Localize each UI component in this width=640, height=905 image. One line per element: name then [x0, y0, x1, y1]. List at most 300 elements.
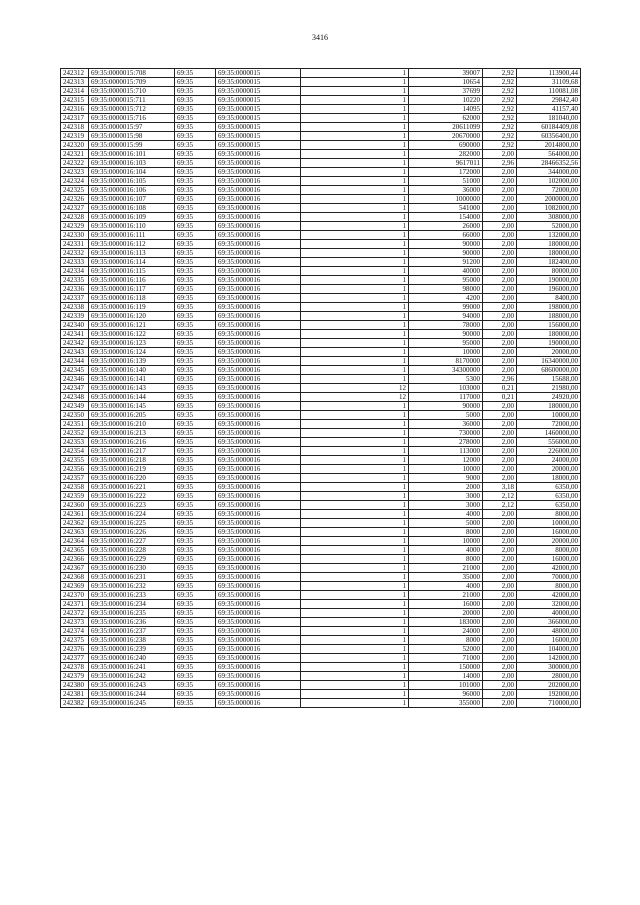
- table-body: [61, 69, 581, 708]
- rate-cell: 2,92: [483, 114, 517, 123]
- quantity-cell: 1: [301, 348, 409, 357]
- table-row: [61, 150, 581, 159]
- rate-cell: 2,00: [483, 447, 517, 456]
- quantity-cell: 1: [301, 411, 409, 420]
- table-row: [61, 132, 581, 141]
- total-value-cell: 8000,00: [517, 510, 581, 519]
- district-code-cell: 69:35: [175, 366, 216, 375]
- district-code-cell: 69:35: [175, 267, 216, 276]
- row-number-cell: 242374: [61, 627, 89, 636]
- row-number-cell: 242376: [61, 645, 89, 654]
- table-row: [61, 483, 581, 492]
- table-row: [61, 438, 581, 447]
- quantity-cell: 1: [301, 429, 409, 438]
- quantity-cell: 1: [301, 339, 409, 348]
- quantity-cell: 1: [301, 681, 409, 690]
- district-code-cell: 69:35: [175, 663, 216, 672]
- quantity-cell: 1: [301, 375, 409, 384]
- table-row: [61, 294, 581, 303]
- rate-cell: 2,00: [483, 537, 517, 546]
- table-row: [61, 681, 581, 690]
- rate-cell: 2,00: [483, 555, 517, 564]
- total-value-cell: 196000,00: [517, 285, 581, 294]
- row-number-cell: 242369: [61, 582, 89, 591]
- area-cell: 90000: [409, 330, 483, 339]
- table-row: [61, 96, 581, 105]
- area-cell: 96000: [409, 690, 483, 699]
- cadastral-block-cell: 69:35:0000016: [216, 276, 301, 285]
- area-cell: 21000: [409, 564, 483, 573]
- row-number-cell: 242333: [61, 258, 89, 267]
- table-row: [61, 87, 581, 96]
- area-cell: 14000: [409, 672, 483, 681]
- quantity-cell: 1: [301, 537, 409, 546]
- quantity-cell: 1: [301, 447, 409, 456]
- table-row: [61, 114, 581, 123]
- row-number-cell: 242342: [61, 339, 89, 348]
- area-cell: 99000: [409, 303, 483, 312]
- total-value-cell: 344000,00: [517, 168, 581, 177]
- cadastral-number-cell: 69:35:0000016:114: [89, 258, 175, 267]
- total-value-cell: 182400,00: [517, 258, 581, 267]
- quantity-cell: 1: [301, 663, 409, 672]
- table-row: [61, 654, 581, 663]
- area-cell: 21000: [409, 591, 483, 600]
- district-code-cell: 69:35: [175, 384, 216, 393]
- row-number-cell: 242345: [61, 366, 89, 375]
- area-cell: 26000: [409, 222, 483, 231]
- rate-cell: 2,00: [483, 348, 517, 357]
- rate-cell: 2,00: [483, 699, 517, 708]
- row-number-cell: 242347: [61, 384, 89, 393]
- quantity-cell: 1: [301, 159, 409, 168]
- area-cell: 117000: [409, 393, 483, 402]
- cadastral-block-cell: 69:35:0000016: [216, 330, 301, 339]
- cadastral-number-cell: 69:35:0000016:107: [89, 195, 175, 204]
- quantity-cell: 12: [301, 393, 409, 402]
- table-row: [61, 384, 581, 393]
- row-number-cell: 242314: [61, 87, 89, 96]
- cadastral-block-cell: 69:35:0000016: [216, 519, 301, 528]
- area-cell: 12000: [409, 456, 483, 465]
- row-number-cell: 242351: [61, 420, 89, 429]
- area-cell: 8000: [409, 636, 483, 645]
- area-cell: 10654: [409, 78, 483, 87]
- quantity-cell: 1: [301, 321, 409, 330]
- row-number-cell: 242379: [61, 672, 89, 681]
- cadastral-block-cell: 69:35:0000016: [216, 654, 301, 663]
- cadastral-number-cell: 69:35:0000016:205: [89, 411, 175, 420]
- quantity-cell: 1: [301, 105, 409, 114]
- area-cell: 98000: [409, 285, 483, 294]
- row-number-cell: 242382: [61, 699, 89, 708]
- district-code-cell: 69:35: [175, 294, 216, 303]
- rate-cell: 2,00: [483, 168, 517, 177]
- table-row: [61, 168, 581, 177]
- total-value-cell: 181040,00: [517, 114, 581, 123]
- area-cell: 113000: [409, 447, 483, 456]
- quantity-cell: 1: [301, 123, 409, 132]
- row-number-cell: 242373: [61, 618, 89, 627]
- table-row: [61, 348, 581, 357]
- quantity-cell: 1: [301, 456, 409, 465]
- area-cell: 10000: [409, 537, 483, 546]
- cadastral-number-cell: 69:35:0000016:242: [89, 672, 175, 681]
- table-row: [61, 249, 581, 258]
- area-cell: 95000: [409, 276, 483, 285]
- cadastral-block-cell: 69:35:0000016: [216, 573, 301, 582]
- district-code-cell: 69:35: [175, 375, 216, 384]
- cadastral-block-cell: 69:35:0000016: [216, 645, 301, 654]
- district-code-cell: 69:35: [175, 132, 216, 141]
- area-cell: 39007: [409, 69, 483, 78]
- quantity-cell: 1: [301, 672, 409, 681]
- quantity-cell: 1: [301, 564, 409, 573]
- rate-cell: 2,00: [483, 285, 517, 294]
- quantity-cell: 1: [301, 690, 409, 699]
- row-number-cell: 242322: [61, 159, 89, 168]
- quantity-cell: 1: [301, 87, 409, 96]
- district-code-cell: 69:35: [175, 645, 216, 654]
- quantity-cell: 1: [301, 402, 409, 411]
- table-row: [61, 510, 581, 519]
- table-row: [61, 222, 581, 231]
- cadastral-block-cell: 69:35:0000016: [216, 474, 301, 483]
- quantity-cell: 1: [301, 132, 409, 141]
- quantity-cell: 1: [301, 168, 409, 177]
- table-row: [61, 186, 581, 195]
- rate-cell: 2,00: [483, 339, 517, 348]
- table-row: [61, 636, 581, 645]
- quantity-cell: 1: [301, 330, 409, 339]
- area-cell: 4200: [409, 294, 483, 303]
- quantity-cell: 1: [301, 699, 409, 708]
- area-cell: 90000: [409, 240, 483, 249]
- row-number-cell: 242334: [61, 267, 89, 276]
- table-row: [61, 366, 581, 375]
- total-value-cell: 190000,00: [517, 276, 581, 285]
- total-value-cell: 110081,08: [517, 87, 581, 96]
- cadastral-number-cell: 69:35:0000016:222: [89, 492, 175, 501]
- total-value-cell: 28466352,56: [517, 159, 581, 168]
- row-number-cell: 242368: [61, 573, 89, 582]
- area-cell: 94000: [409, 312, 483, 321]
- quantity-cell: 1: [301, 591, 409, 600]
- quantity-cell: 1: [301, 510, 409, 519]
- total-value-cell: 16000,00: [517, 636, 581, 645]
- area-cell: 172000: [409, 168, 483, 177]
- cadastral-number-cell: 69:35:0000016:120: [89, 312, 175, 321]
- cadastral-number-cell: 69:35:0000016:113: [89, 249, 175, 258]
- total-value-cell: 72000,00: [517, 420, 581, 429]
- total-value-cell: 15688,00: [517, 375, 581, 384]
- cadastral-number-cell: 69:35:0000016:216: [89, 438, 175, 447]
- rate-cell: 2,00: [483, 330, 517, 339]
- quantity-cell: 1: [301, 303, 409, 312]
- table-row: [61, 123, 581, 132]
- cadastral-block-cell: 69:35:0000016: [216, 150, 301, 159]
- total-value-cell: 16000,00: [517, 528, 581, 537]
- quantity-cell: 1: [301, 546, 409, 555]
- cadastral-block-cell: 69:35:0000016: [216, 582, 301, 591]
- cadastral-block-cell: 69:35:0000016: [216, 492, 301, 501]
- row-number-cell: 242320: [61, 141, 89, 150]
- row-number-cell: 242361: [61, 510, 89, 519]
- table-row: [61, 555, 581, 564]
- row-number-cell: 242318: [61, 123, 89, 132]
- district-code-cell: 69:35: [175, 411, 216, 420]
- row-number-cell: 242364: [61, 537, 89, 546]
- table-row: [61, 285, 581, 294]
- row-number-cell: 242343: [61, 348, 89, 357]
- rate-cell: 0,21: [483, 384, 517, 393]
- district-code-cell: 69:35: [175, 438, 216, 447]
- row-number-cell: 242335: [61, 276, 89, 285]
- rate-cell: 2,00: [483, 231, 517, 240]
- quantity-cell: 1: [301, 528, 409, 537]
- table-row: [61, 411, 581, 420]
- area-cell: 8000: [409, 555, 483, 564]
- total-value-cell: 142000,00: [517, 654, 581, 663]
- row-number-cell: 242340: [61, 321, 89, 330]
- row-number-cell: 242355: [61, 456, 89, 465]
- rate-cell: 2,00: [483, 411, 517, 420]
- area-cell: 95000: [409, 339, 483, 348]
- table-row: [61, 402, 581, 411]
- cadastral-number-cell: 69:35:0000016:118: [89, 294, 175, 303]
- row-number-cell: 242367: [61, 564, 89, 573]
- cadastral-number-cell: 69:35:0000016:220: [89, 474, 175, 483]
- area-cell: 90000: [409, 249, 483, 258]
- cadastral-number-cell: 69:35:0000016:232: [89, 582, 175, 591]
- total-value-cell: 21980,00: [517, 384, 581, 393]
- rate-cell: 2,00: [483, 690, 517, 699]
- total-value-cell: 2000000,00: [517, 195, 581, 204]
- total-value-cell: 18000,00: [517, 474, 581, 483]
- cadastral-number-cell: 69:35:0000016:124: [89, 348, 175, 357]
- table-row: [61, 618, 581, 627]
- district-code-cell: 69:35: [175, 249, 216, 258]
- total-value-cell: 366000,00: [517, 618, 581, 627]
- cadastral-block-cell: 69:35:0000016: [216, 537, 301, 546]
- cadastral-block-cell: 69:35:0000016: [216, 447, 301, 456]
- cadastral-block-cell: 69:35:0000016: [216, 555, 301, 564]
- cadastral-block-cell: 69:35:0000016: [216, 357, 301, 366]
- table-row: [61, 213, 581, 222]
- cadastral-block-cell: 69:35:0000015: [216, 87, 301, 96]
- row-number-cell: 242352: [61, 429, 89, 438]
- cadastral-block-cell: 69:35:0000016: [216, 240, 301, 249]
- district-code-cell: 69:35: [175, 96, 216, 105]
- cadastral-block-cell: 69:35:0000016: [216, 690, 301, 699]
- rate-cell: 2,00: [483, 213, 517, 222]
- row-number-cell: 242312: [61, 69, 89, 78]
- area-cell: 51000: [409, 177, 483, 186]
- quantity-cell: 1: [301, 195, 409, 204]
- district-code-cell: 69:35: [175, 528, 216, 537]
- total-value-cell: 2014800,00: [517, 141, 581, 150]
- total-value-cell: 300000,00: [517, 663, 581, 672]
- total-value-cell: 192000,00: [517, 690, 581, 699]
- rate-cell: 2,00: [483, 528, 517, 537]
- quantity-cell: 1: [301, 213, 409, 222]
- row-number-cell: 242321: [61, 150, 89, 159]
- rate-cell: 2,00: [483, 150, 517, 159]
- cadastral-block-cell: 69:35:0000015: [216, 141, 301, 150]
- row-number-cell: 242324: [61, 177, 89, 186]
- total-value-cell: 6350,00: [517, 501, 581, 510]
- cadastral-block-cell: 69:35:0000016: [216, 411, 301, 420]
- quantity-cell: 1: [301, 438, 409, 447]
- cadastral-number-cell: 69:35:0000016:243: [89, 681, 175, 690]
- area-cell: 34300000: [409, 366, 483, 375]
- district-code-cell: 69:35: [175, 204, 216, 213]
- quantity-cell: 1: [301, 240, 409, 249]
- table-row: [61, 600, 581, 609]
- cadastral-block-cell: 69:35:0000016: [216, 591, 301, 600]
- total-value-cell: 20000,00: [517, 537, 581, 546]
- table-row: [61, 357, 581, 366]
- cadastral-number-cell: 69:35:0000016:116: [89, 276, 175, 285]
- total-value-cell: 180000,00: [517, 240, 581, 249]
- cadastral-number-cell: 69:35:0000016:210: [89, 420, 175, 429]
- cadastral-number-cell: 69:35:0000016:231: [89, 573, 175, 582]
- area-cell: 78000: [409, 321, 483, 330]
- row-number-cell: 242344: [61, 357, 89, 366]
- cadastral-number-cell: 69:35:0000016:105: [89, 177, 175, 186]
- quantity-cell: 1: [301, 618, 409, 627]
- total-value-cell: 60184409,08: [517, 123, 581, 132]
- quantity-cell: 1: [301, 636, 409, 645]
- cadastral-block-cell: 69:35:0000016: [216, 339, 301, 348]
- total-value-cell: 31109,68: [517, 78, 581, 87]
- area-cell: 9000: [409, 474, 483, 483]
- table-row: [61, 105, 581, 114]
- table-row: [61, 609, 581, 618]
- total-value-cell: 41157,40: [517, 105, 581, 114]
- total-value-cell: 156000,00: [517, 321, 581, 330]
- cadastral-block-cell: 69:35:0000016: [216, 267, 301, 276]
- row-number-cell: 242329: [61, 222, 89, 231]
- area-cell: 5000: [409, 519, 483, 528]
- cadastral-block-cell: 69:35:0000015: [216, 132, 301, 141]
- cadastral-number-cell: 69:35:0000016:245: [89, 699, 175, 708]
- table-row: [61, 465, 581, 474]
- quantity-cell: 1: [301, 654, 409, 663]
- area-cell: 8000: [409, 528, 483, 537]
- district-code-cell: 69:35: [175, 600, 216, 609]
- cadastral-number-cell: 69:35:0000016:229: [89, 555, 175, 564]
- table-row: [61, 663, 581, 672]
- cadastral-block-cell: 69:35:0000015: [216, 123, 301, 132]
- district-code-cell: 69:35: [175, 141, 216, 150]
- cadastral-number-cell: 69:35:0000016:219: [89, 465, 175, 474]
- rate-cell: 2,12: [483, 501, 517, 510]
- rate-cell: 2,92: [483, 132, 517, 141]
- district-code-cell: 69:35: [175, 285, 216, 294]
- area-cell: 71000: [409, 654, 483, 663]
- cadastral-number-cell: 69:35:0000016:101: [89, 150, 175, 159]
- quantity-cell: 1: [301, 285, 409, 294]
- area-cell: 3000: [409, 501, 483, 510]
- table-row: [61, 447, 581, 456]
- rate-cell: 2,00: [483, 294, 517, 303]
- cadastral-number-cell: 69:35:0000015:710: [89, 87, 175, 96]
- table-row: [61, 330, 581, 339]
- total-value-cell: 20000,00: [517, 348, 581, 357]
- area-cell: 690000: [409, 141, 483, 150]
- quantity-cell: 1: [301, 186, 409, 195]
- row-number-cell: 242381: [61, 690, 89, 699]
- quantity-cell: 1: [301, 465, 409, 474]
- cadastral-block-cell: 69:35:0000016: [216, 366, 301, 375]
- total-value-cell: 308000,00: [517, 213, 581, 222]
- table-row: [61, 159, 581, 168]
- rate-cell: 2,00: [483, 681, 517, 690]
- quantity-cell: 1: [301, 222, 409, 231]
- total-value-cell: 16340000,00: [517, 357, 581, 366]
- district-code-cell: 69:35: [175, 465, 216, 474]
- cadastral-number-cell: 69:35:0000016:115: [89, 267, 175, 276]
- table-row: [61, 231, 581, 240]
- cadastral-number-cell: 69:35:0000016:235: [89, 609, 175, 618]
- cadastral-block-cell: 69:35:0000016: [216, 528, 301, 537]
- area-cell: 183000: [409, 618, 483, 627]
- rate-cell: 2,00: [483, 420, 517, 429]
- row-number-cell: 242346: [61, 375, 89, 384]
- row-number-cell: 242353: [61, 438, 89, 447]
- quantity-cell: 1: [301, 645, 409, 654]
- rate-cell: 2,00: [483, 645, 517, 654]
- total-value-cell: 20000,00: [517, 465, 581, 474]
- district-code-cell: 69:35: [175, 510, 216, 519]
- rate-cell: 2,00: [483, 357, 517, 366]
- cadastral-block-cell: 69:35:0000016: [216, 195, 301, 204]
- table-row: [61, 195, 581, 204]
- quantity-cell: 1: [301, 501, 409, 510]
- table-row: [61, 321, 581, 330]
- cadastral-block-cell: 69:35:0000016: [216, 204, 301, 213]
- total-value-cell: 180000,00: [517, 402, 581, 411]
- rate-cell: 2,00: [483, 609, 517, 618]
- cadastral-number-cell: 69:35:0000016:141: [89, 375, 175, 384]
- rate-cell: 2,00: [483, 438, 517, 447]
- area-cell: 541000: [409, 204, 483, 213]
- table-row: [61, 501, 581, 510]
- cadastral-block-cell: 69:35:0000016: [216, 222, 301, 231]
- rate-cell: 2,00: [483, 663, 517, 672]
- rate-cell: 2,00: [483, 591, 517, 600]
- row-number-cell: 242327: [61, 204, 89, 213]
- total-value-cell: 28000,00: [517, 672, 581, 681]
- row-number-cell: 242356: [61, 465, 89, 474]
- rate-cell: 2,92: [483, 78, 517, 87]
- cadastral-block-cell: 69:35:0000016: [216, 348, 301, 357]
- quantity-cell: 1: [301, 249, 409, 258]
- row-number-cell: 242360: [61, 501, 89, 510]
- cadastral-block-cell: 69:35:0000016: [216, 681, 301, 690]
- area-cell: 9617011: [409, 159, 483, 168]
- cadastral-block-cell: 69:35:0000016: [216, 465, 301, 474]
- rate-cell: 2,00: [483, 600, 517, 609]
- area-cell: 36000: [409, 420, 483, 429]
- area-cell: 62000: [409, 114, 483, 123]
- district-code-cell: 69:35: [175, 303, 216, 312]
- quantity-cell: 1: [301, 573, 409, 582]
- row-number-cell: 242380: [61, 681, 89, 690]
- district-code-cell: 69:35: [175, 339, 216, 348]
- quantity-cell: 1: [301, 267, 409, 276]
